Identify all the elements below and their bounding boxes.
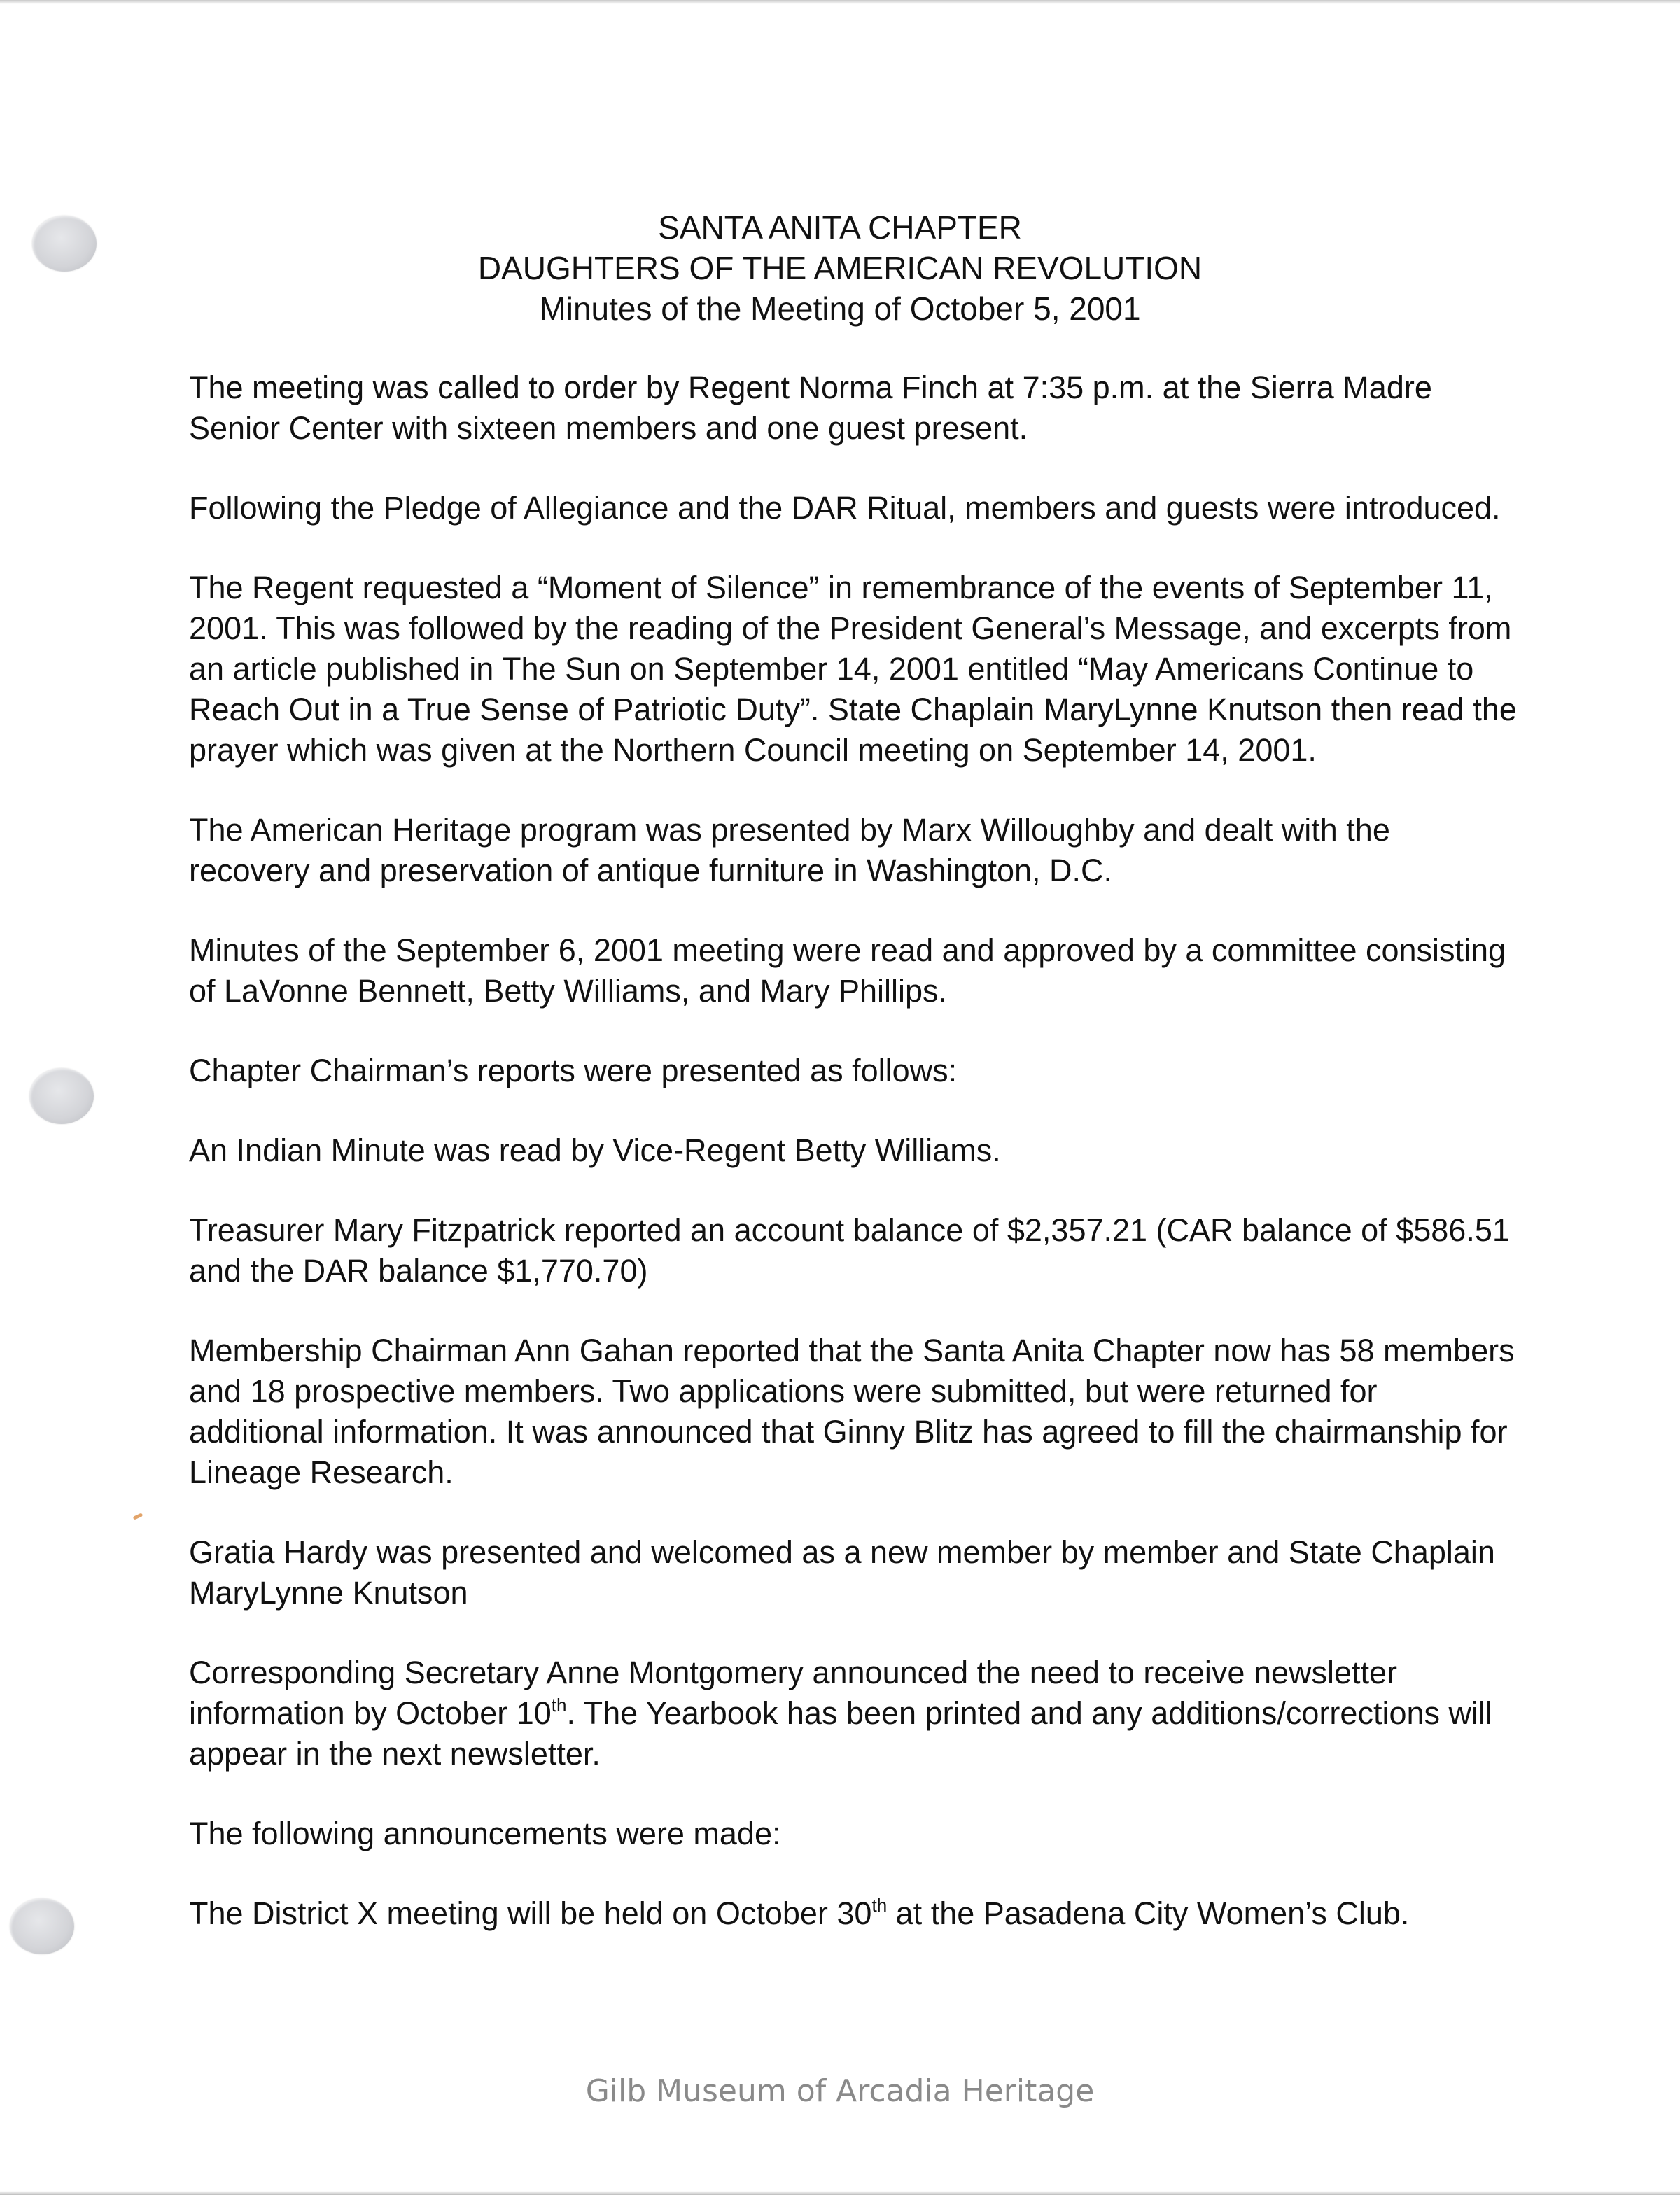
museum-watermark: Gilb Museum of Arcadia Heritage [585, 2073, 1095, 2109]
paragraph-membership-report: Membership Chairman Ann Gahan reported that the Santa Anita Chapter now has 58 members and 18 prospective members. Two applications were submitted, but were returned for additional information. It was announced that Ginny Blitz has agreed to fill the chairmanship for Lineage Research. [189, 1333, 1515, 1490]
punch-hole-bottom [10, 1898, 74, 1954]
paragraph-corresponding-secretary [189, 1653, 1519, 1774]
paragraph-pledge: Following the Pledge of Allegiance and the DAR Ritual, members and guests were introduced. [189, 490, 1501, 526]
paper-speck [133, 1513, 144, 1520]
district-meeting-text-cont: at the Pasadena City Women’s Club. [887, 1895, 1410, 1931]
corresponding-secretary-text: Corresponding Secretary Anne Montgomery announced the need to receive newsletter information by October 10 [189, 1655, 1398, 1731]
paragraph-district-meeting [189, 1893, 1519, 1934]
paragraph-moment-of-silence: The Regent requested a “Moment of Silence” in remembrance of the events of September 11, 2001. This was followed by the reading of the President General’s Message, and excerpts from an article published in The Sun on September 14, 2001 entitled “May Americans Continue to Reach Out in a True Sense of Patriotic Duty”. State Chaplain MaryLynne Knutson then read the prayer which was given at the Northern Council meeting on September 14, 2001. [189, 570, 1517, 768]
ordinal-suffix: th [872, 1895, 888, 1916]
page-bottom-edge [0, 2191, 1680, 2195]
paragraph-treasurer-report: Treasurer Mary Fitzpatrick reported an account balance of $2,357.21 (CAR balance of $586.51 and the DAR balance $1,770.70) [189, 1212, 1510, 1289]
paragraph-heritage-program: The American Heritage program was presented by Marx Willoughby and dealt with the recovery and preservation of antique furniture in Washington, D.C. [189, 812, 1390, 888]
document-header [0, 207, 1680, 329]
page-top-edge [0, 0, 1680, 4]
ordinal-suffix: th [551, 1695, 567, 1716]
meeting-title: Minutes of the Meeting of October 5, 2001 [539, 290, 1141, 327]
district-meeting-text: The District X meeting will be held on October 30 [189, 1895, 872, 1931]
paragraph-announcements-intro: The following announcements were made: [189, 1816, 781, 1851]
paragraph-chairman-reports: Chapter Chairman’s reports were presented as follows: [189, 1053, 958, 1088]
paragraph-call-to-order: The meeting was called to order by Regent Norma Finch at 7:35 p.m. at the Sierra Madre Senior Center with sixteen members and one guest present. [189, 370, 1432, 446]
organization-name: DAUGHTERS OF THE AMERICAN REVOLUTION [477, 250, 1203, 286]
paragraph-previous-minutes: Minutes of the September 6, 2001 meeting were read and approved by a committee consisting of LaVonne Bennett, Betty Williams, and Mary Phillips. [189, 932, 1506, 1009]
paragraph-indian-minute: An Indian Minute was read by Vice-Regent Betty Williams. [189, 1132, 1001, 1168]
chapter-name: SANTA ANITA CHAPTER [658, 209, 1022, 246]
punch-hole-middle [29, 1068, 94, 1124]
minutes-body [189, 367, 1519, 1973]
paragraph-new-member: Gratia Hardy was presented and welcomed as a new member by member and State Chaplain MaryLynne Knutson [189, 1534, 1495, 1611]
corresponding-secretary-text-cont: . The Yearbook has been printed and any additions/corrections will appear in the next newsletter. [189, 1695, 1492, 1772]
